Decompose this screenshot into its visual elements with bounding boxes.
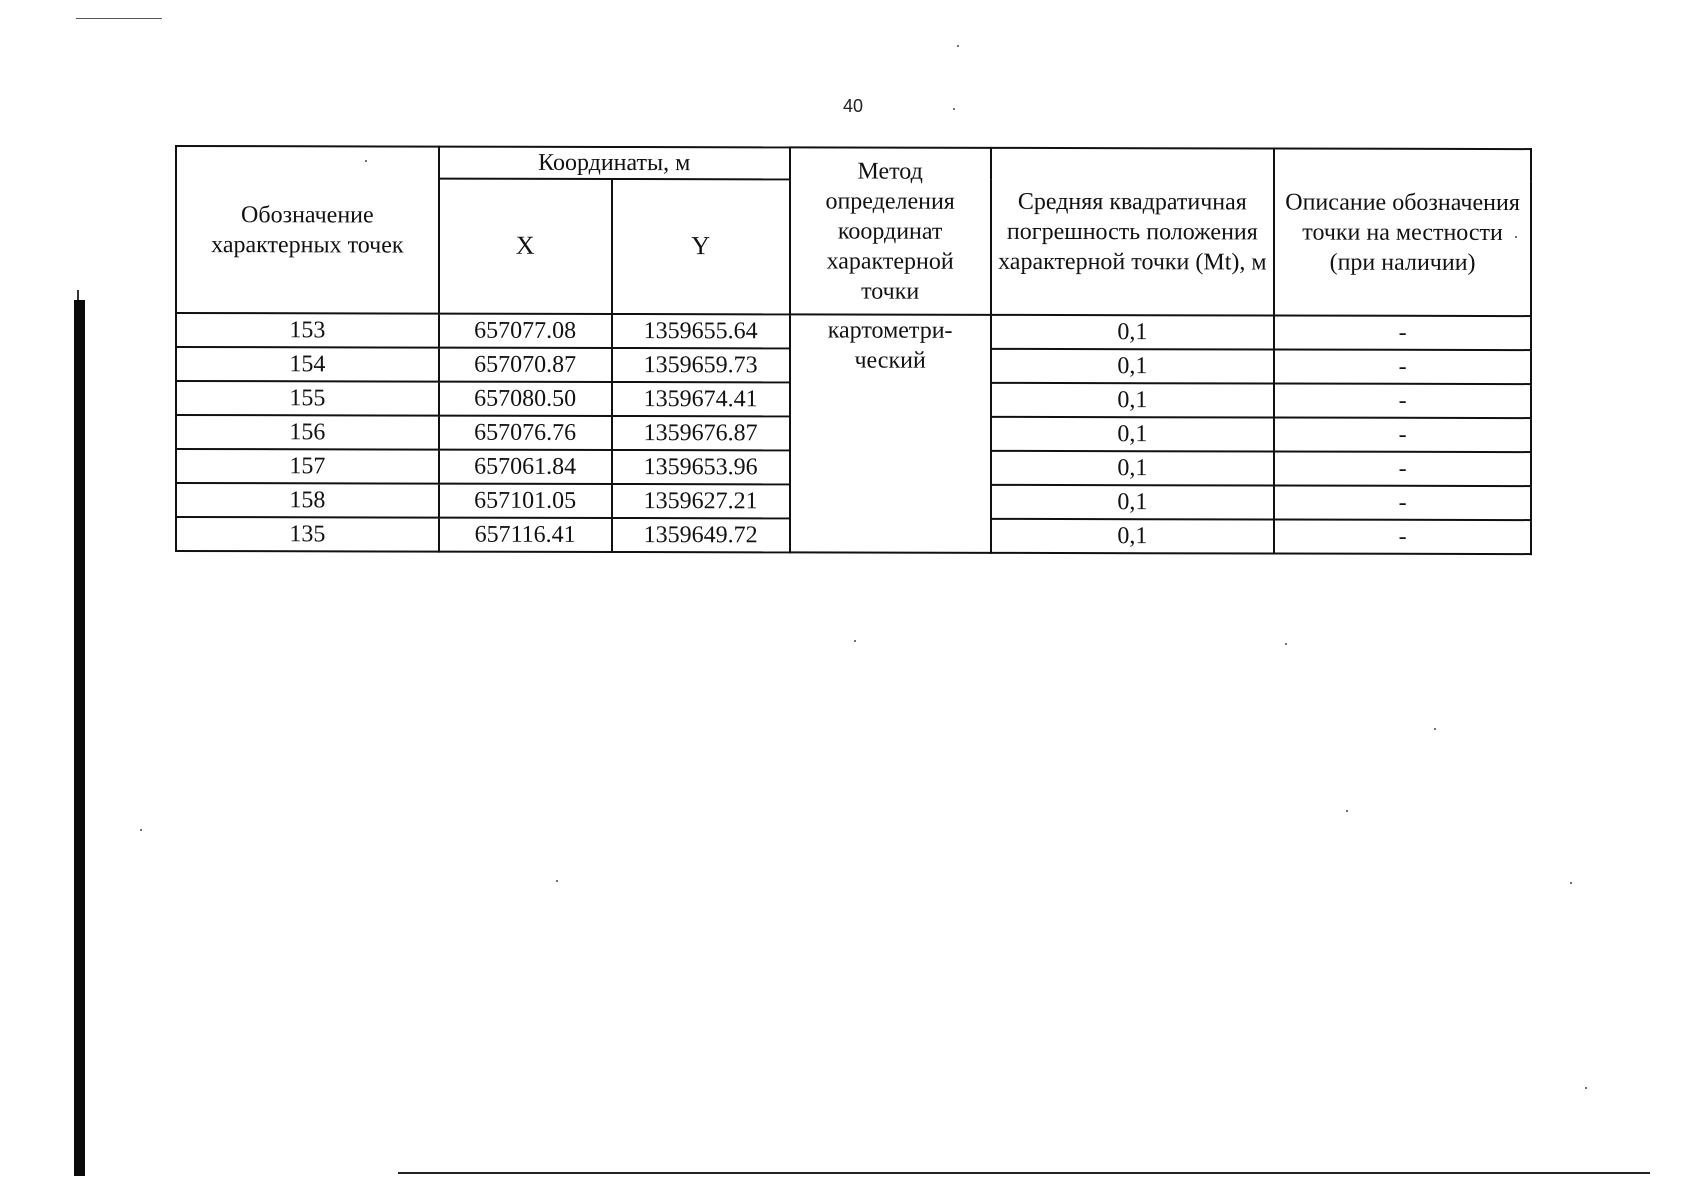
cell-error: 0,1: [991, 519, 1275, 554]
cell-x: 657080.50: [439, 382, 612, 416]
cell-point: 155: [176, 381, 439, 416]
cell-description: -: [1274, 315, 1531, 350]
cell-y: 1359659.73: [612, 348, 790, 382]
cell-point: 153: [176, 313, 439, 348]
cell-y: 1359627.21: [612, 484, 790, 518]
cell-description: -: [1274, 485, 1531, 520]
header-y: Y: [612, 179, 790, 314]
cell-x: 657077.08: [439, 314, 612, 348]
cell-error: 0,1: [991, 451, 1275, 486]
cell-description: -: [1274, 417, 1531, 452]
header-coordinates: Координаты, м: [439, 147, 790, 180]
cell-error: 0,1: [991, 417, 1275, 452]
cell-y: 1359676.87: [612, 416, 790, 450]
cell-point: 156: [176, 415, 439, 450]
cell-point: 158: [176, 483, 439, 518]
cell-x: 657101.05: [439, 484, 612, 518]
cell-error: 0,1: [991, 315, 1275, 350]
cell-description: -: [1274, 519, 1531, 554]
cell-y: 1359655.64: [612, 314, 790, 348]
cell-description: -: [1274, 349, 1531, 384]
cell-x: 657116.41: [439, 518, 612, 552]
cell-x: 657070.87: [439, 348, 612, 382]
cell-point: 154: [176, 347, 439, 382]
cell-error: 0,1: [991, 383, 1275, 418]
cell-y: 1359649.72: [612, 518, 790, 552]
header-designation: Обозначение характерных точек: [176, 146, 439, 314]
scan-bottom-line: [398, 1172, 1650, 1174]
scan-edge-line: [76, 18, 162, 19]
page-number: 40: [843, 96, 864, 116]
header-x: X: [439, 179, 612, 314]
cell-x: 657076.76: [439, 416, 612, 450]
cell-error: 0,1: [991, 349, 1275, 384]
header-description: Описание обозначения точки на местности (при наличии): [1274, 148, 1531, 316]
table-header-row: [176, 146, 1531, 181]
table-row: [176, 313, 1531, 350]
cell-x: 657061.84: [439, 450, 612, 484]
cell-error: 0,1: [991, 485, 1275, 520]
cell-method: картометри- ческий: [790, 314, 991, 552]
cell-y: 1359653.96: [612, 450, 790, 484]
header-method: Метод определения координат характерной точки: [790, 147, 991, 314]
cell-y: 1359674.41: [612, 382, 790, 416]
cell-description: -: [1274, 451, 1531, 486]
scan-binding-bar: [74, 300, 85, 1176]
header-error: Средняя квадратичная погрешность положения характерной точки (Mt), м: [991, 148, 1275, 316]
cell-point: 135: [176, 517, 439, 552]
cell-description: -: [1274, 383, 1531, 418]
cell-point: 157: [176, 449, 439, 484]
coordinates-table: [175, 145, 1532, 555]
